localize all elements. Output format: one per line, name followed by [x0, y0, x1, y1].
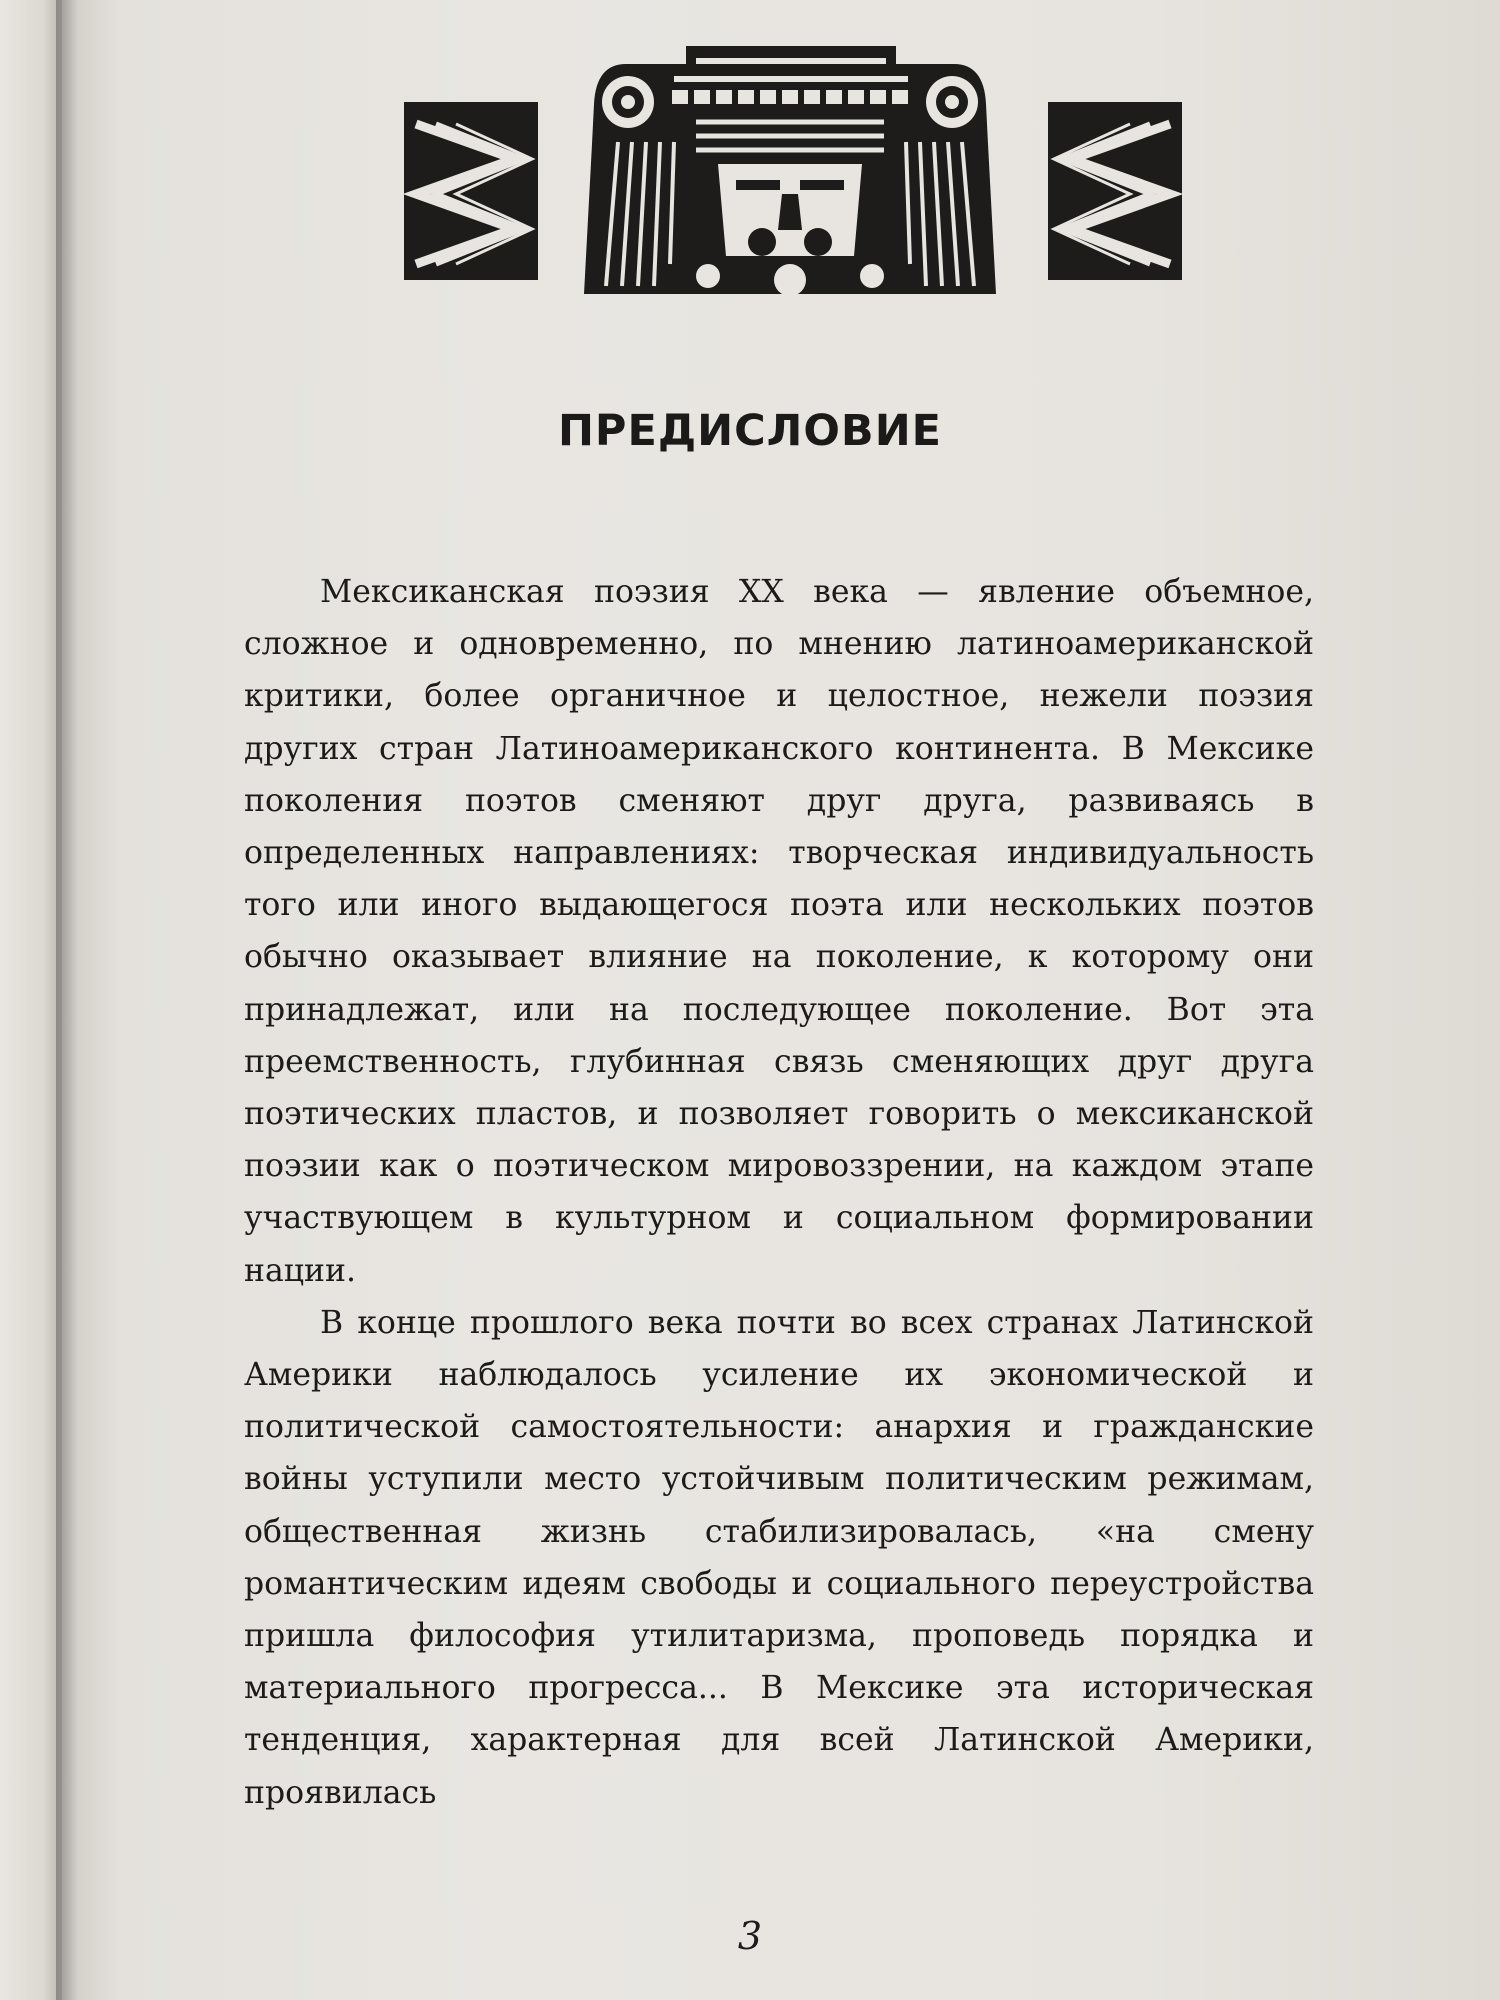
header-ornament — [396, 24, 1186, 314]
paragraph: Мексиканская поэзия XX века — явление объемное, сложное и одновременно, по мнению латиноамериканской критики, более органичное и целостное, нежели поэзия других стран Латиноамериканского континента. В Мексике поколения поэтов сменяют друг друга, развиваясь в определенных направлениях: творческая индивидуальность того или иного выдающегося поэта или нескольких поэтов обычно оказывает влияние на поколение, к которому они принадлежат, или на последующее поколение. Вот эта преемственность, глубинная связь сменяющих друг друга поэтических пластов, и позволяет говорить о мексиканской поэзии как о поэтическом мировоззрении, на каждом этапе участвующем в культурном и социальном формировании нации. — [244, 574, 1314, 1289]
left-zigzag-block-icon — [404, 102, 538, 280]
left-page-edge — [0, 0, 62, 2000]
gutter-shadow — [56, 0, 78, 2000]
page-number: 3 — [737, 1914, 763, 1958]
paragraph: В конце прошлого века почти во всех странах Латинской Америки наблюдалось усиление их экономической и политической самостоятельности: анархия и гражданские войны уступили место устойчивым политическим режимам, общественная жизнь стабилизировалась, «на смену романтическим идеям свободы и социального переустройства пришла философия утилитаризма, проповедь порядка и материального прогресса... В Мексике эта историческая тенденция, характерная для всей Латинской Америки, проявилась — [244, 1304, 1314, 1811]
aztec-mask-ornament-icon — [584, 46, 996, 296]
right-zigzag-block-icon — [1048, 102, 1182, 280]
page-title: ПРЕДИСЛОВИЕ — [557, 406, 943, 456]
body-text — [244, 566, 1314, 1819]
